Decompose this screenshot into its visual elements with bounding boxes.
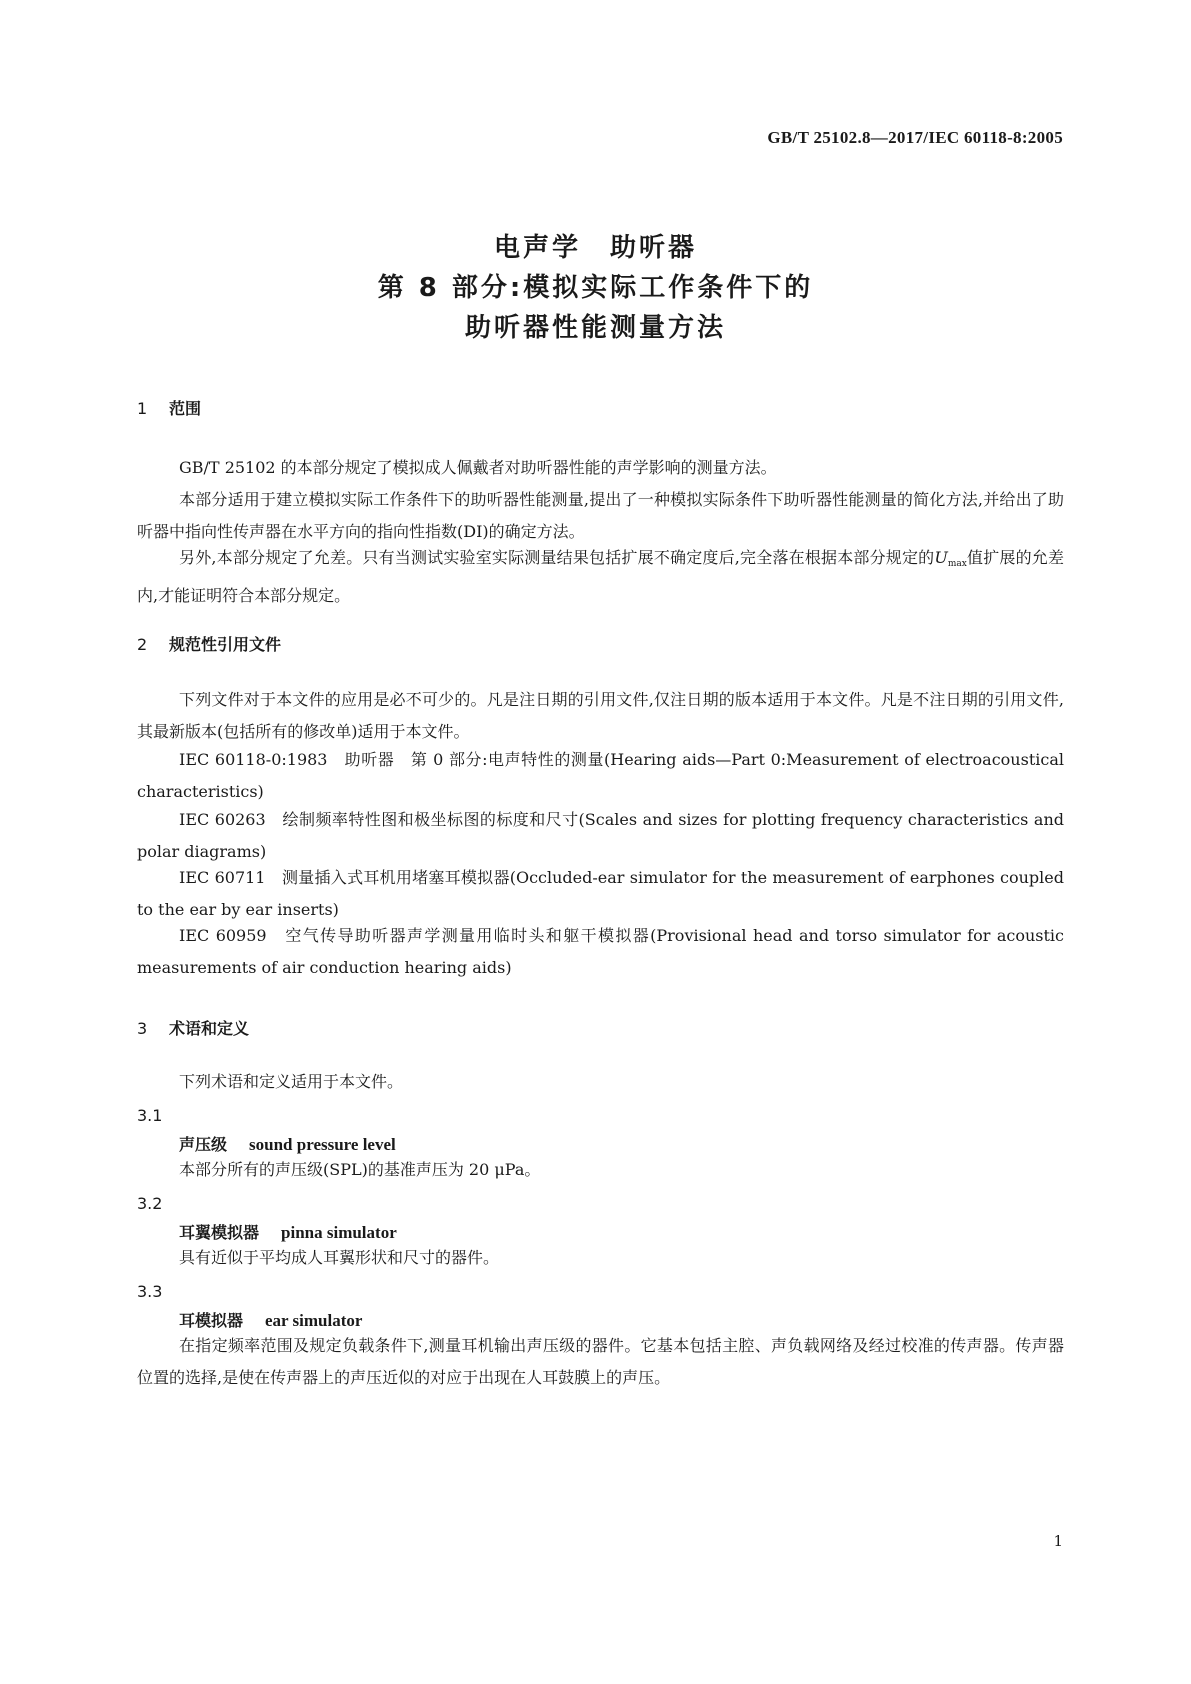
scope-paragraph-2: 本部分适用于建立模拟实际工作条件下的助听器性能测量,提出了一种模拟实际条件下助听器性能测量的简化方法,并给出了助听器中指向性传声器在水平方向的指向性指数(DI)的确定方法。 [137, 490, 1064, 541]
reference-item: IEC 60118-0:1983 助听器 第 0 部分:电声特性的测量(Hearing aids—Part 0:Measurement of electroacoustical characteristics) [137, 750, 1064, 801]
term-name [179, 1308, 362, 1331]
term-number: 3.1 [137, 1106, 163, 1125]
scope-paragraph-3-end: 值扩展的允差内,才能证明符合本部分规定。 [137, 548, 1064, 605]
term-definition: 在指定频率范围及规定负载条件下,测量耳机输出声压级的器件。它基本包括主腔、声负载网络及经过校准的传声器。传声器位置的选择,是使在传声器上的声压近似的对应于出现在人耳鼓膜上的声压。 [137, 1336, 1064, 1387]
term-name-en: ear simulator [265, 1311, 363, 1330]
term-number: 3.2 [137, 1194, 163, 1213]
references-intro: 下列文件对于本文件的应用是必不可少的。凡是注日期的引用文件,仅注日期的版本适用于本文件。凡是不注日期的引用文件,其最新版本(包括所有的修改单)适用于本文件。 [137, 690, 1064, 741]
section-title: 规范性引用文件 [169, 635, 282, 654]
reference-item: IEC 60711 测量插入式耳机用堵塞耳模拟器(Occluded-ear simulator for the measurement of earphones coupled to the ear by ear inserts) [137, 868, 1064, 919]
section-1-heading [137, 396, 201, 419]
term-name-cn: 耳翼模拟器 [179, 1223, 260, 1242]
section-number: 2 [137, 635, 148, 654]
u-max-subscript: max [947, 559, 967, 569]
title-line-2: 第 8 部分:模拟实际工作条件下的 [377, 273, 814, 303]
terms-intro: 下列术语和定义适用于本文件。 [179, 1072, 404, 1091]
page-number: 1 [1053, 1532, 1063, 1550]
term-name-en: pinna simulator [281, 1223, 397, 1242]
title-line-3: 助听器性能测量方法 [464, 313, 726, 343]
section-title: 范围 [169, 399, 202, 418]
section-number: 3 [137, 1019, 148, 1038]
u-max-symbol: U [934, 548, 948, 567]
reference-item: IEC 60959 空气传导助听器声学测量用临时头和躯干模拟器(Provisional head and torso simulator for acoustic measurements of air conduction hearing aids) [137, 926, 1064, 977]
section-title: 术语和定义 [169, 1019, 250, 1038]
section-number: 1 [137, 399, 148, 418]
term-number: 3.3 [137, 1282, 163, 1301]
term-name-cn: 声压级 [179, 1135, 228, 1154]
section-3-heading [137, 1016, 249, 1039]
term-name-cn: 耳模拟器 [179, 1311, 244, 1330]
scope-paragraph-3-start: 另外,本部分规定了允差。只有当测试实验室实际测量结果包括扩展不确定度后,完全落在根据本部分规定的 [179, 548, 935, 567]
term-name-en: sound pressure level [249, 1135, 396, 1154]
term-definition: 具有近似于平均成人耳翼形状和尺寸的器件。 [179, 1248, 500, 1267]
term-name [179, 1220, 397, 1243]
standard-code: GB/T 25102.8—2017/IEC 60118-8:2005 [767, 128, 1063, 147]
term-definition: 本部分所有的声压级(SPL)的基准声压为 20 μPa。 [179, 1160, 541, 1179]
scope-paragraph-1: GB/T 25102 的本部分规定了模拟成人佩戴者对助听器性能的声学影响的测量方法。 [179, 458, 777, 477]
document-title [0, 228, 1191, 348]
scope-paragraph-3 [137, 542, 1064, 612]
reference-item: IEC 60263 绘制频率特性图和极坐标图的标度和尺寸(Scales and sizes for plotting frequency characteristics and polar diagrams) [137, 810, 1064, 861]
term-name [179, 1132, 396, 1155]
title-line-1: 电声学 助听器 [493, 233, 697, 263]
section-2-heading [137, 632, 281, 655]
